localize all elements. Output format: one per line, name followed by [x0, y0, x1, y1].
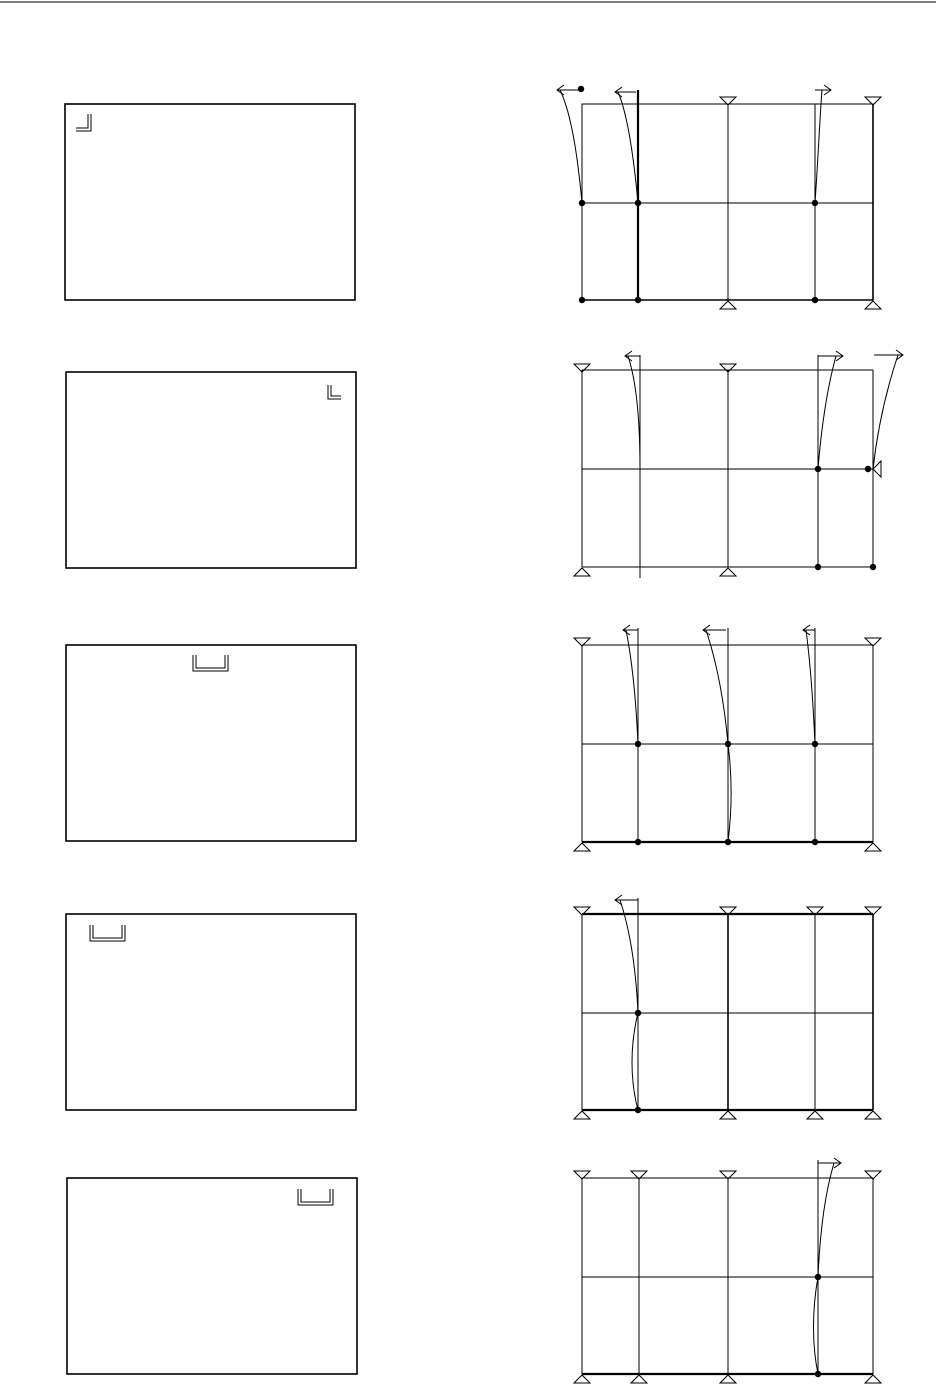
support-icon [865, 301, 881, 309]
panel-5 [67, 1158, 881, 1383]
panel-4-frame [66, 914, 356, 1110]
panel-2 [66, 350, 903, 578]
support-icon [574, 568, 590, 576]
support-icon [574, 1111, 590, 1119]
panel-3 [66, 625, 881, 851]
support-icon [720, 568, 736, 576]
panel-4-deflection-diagram [574, 895, 881, 1119]
support-icon [865, 843, 881, 851]
panel-1-frame [65, 104, 355, 300]
support-icon [807, 1111, 823, 1119]
channel-marker-icon [298, 1189, 333, 1205]
panel-1 [65, 85, 881, 309]
support-icon [873, 461, 881, 477]
support-icon [720, 1375, 736, 1383]
support-icon [720, 301, 736, 309]
panel-4 [66, 895, 881, 1119]
support-icon [720, 1111, 736, 1119]
corner-marker-icon [76, 114, 91, 131]
support-icon [631, 1375, 647, 1383]
channel-marker-icon [193, 655, 228, 671]
panel-5-frame [67, 1178, 357, 1374]
corner-marker-icon [328, 385, 341, 399]
support-icon [574, 843, 590, 851]
support-icon [574, 1375, 590, 1383]
panel-3-frame [66, 645, 356, 841]
panel-1-deflection-diagram [557, 85, 881, 309]
channel-marker-icon [90, 925, 125, 941]
panel-2-frame [66, 372, 356, 568]
panel-5-deflection-diagram [574, 1158, 881, 1383]
support-icon [865, 1375, 881, 1383]
panel-2-deflection-diagram [574, 350, 903, 578]
panel-3-deflection-diagram [574, 625, 881, 851]
support-icon [865, 1111, 881, 1119]
